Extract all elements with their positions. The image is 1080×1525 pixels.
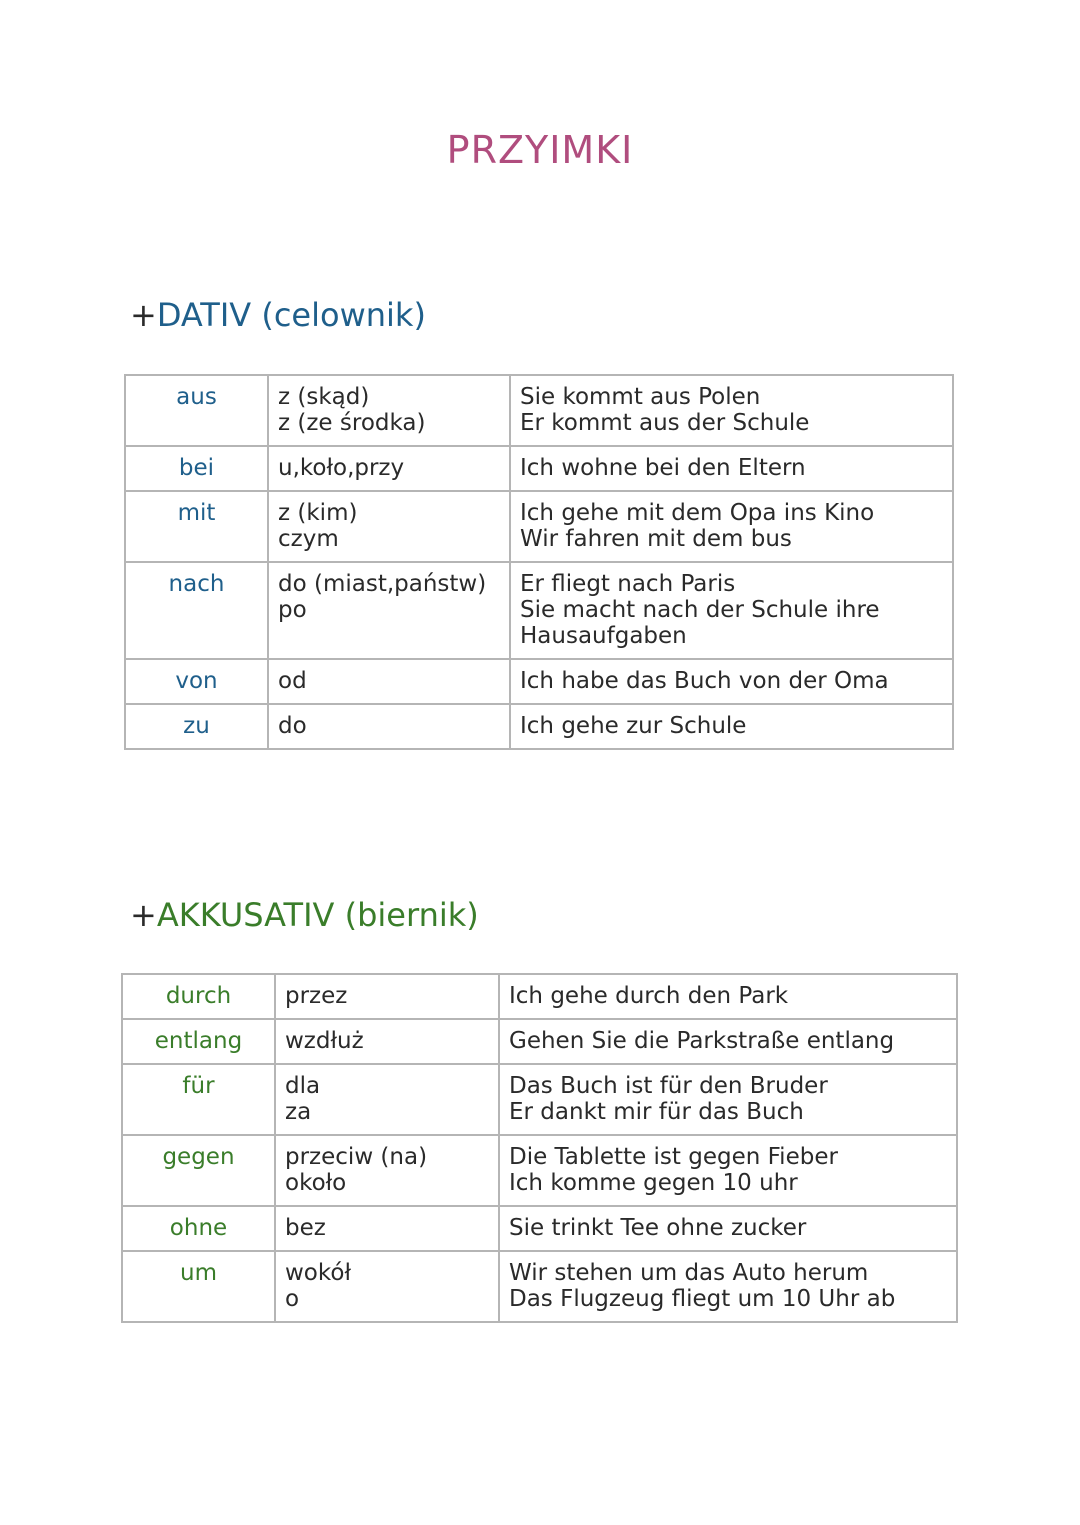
akkusativ-heading-case: AKKUSATIV <box>156 896 335 934</box>
table-row <box>122 1135 957 1206</box>
table-row <box>125 491 953 562</box>
example-line: Er fliegt nach Paris <box>520 571 736 597</box>
example-cell <box>510 659 953 704</box>
dativ-heading-polish: (celownik) <box>261 296 426 334</box>
translation-cell <box>268 446 510 491</box>
table-row <box>122 1251 957 1322</box>
example-cell <box>510 446 953 491</box>
example-line: Er dankt mir für das Buch <box>509 1099 804 1125</box>
preposition-cell: nach <box>125 562 268 659</box>
dativ-heading <box>130 296 426 334</box>
translation-line: u,koło,przy <box>278 455 405 481</box>
translation-cell <box>275 1064 499 1135</box>
preposition-cell: um <box>122 1251 275 1322</box>
example-cell <box>499 1135 957 1206</box>
preposition-cell: für <box>122 1064 275 1135</box>
translation-cell <box>268 704 510 749</box>
preposition-cell: von <box>125 659 268 704</box>
example-cell <box>510 704 953 749</box>
translation-line: do <box>278 713 307 739</box>
example-line: Er kommt aus der Schule <box>520 410 810 436</box>
dativ-heading-plus: + <box>130 296 157 334</box>
dativ-heading-case: DATIV <box>156 296 252 334</box>
akkusativ-table <box>121 973 958 1323</box>
example-cell <box>499 1064 957 1135</box>
example-cell <box>499 1206 957 1251</box>
translation-line: o <box>285 1286 300 1312</box>
example-cell <box>499 1251 957 1322</box>
translation-cell <box>268 375 510 446</box>
translation-cell <box>268 562 510 659</box>
example-line: Ich komme gegen 10 uhr <box>509 1170 798 1196</box>
example-line: Das Flugzeug fliegt um 10 Uhr ab <box>509 1286 896 1312</box>
preposition-cell: entlang <box>122 1019 275 1064</box>
dativ-table <box>124 374 954 750</box>
akkusativ-heading-polish: (biernik) <box>344 896 479 934</box>
translation-line: po <box>278 597 307 623</box>
translation-cell <box>275 1019 499 1064</box>
translation-line: przez <box>285 983 348 1009</box>
translation-line: z (skąd) <box>278 384 370 410</box>
example-cell <box>510 375 953 446</box>
table-row <box>122 1019 957 1064</box>
example-line: Gehen Sie die Parkstraße entlang <box>509 1028 895 1054</box>
preposition-cell: gegen <box>122 1135 275 1206</box>
translation-line: z (kim) <box>278 500 358 526</box>
example-line: Hausaufgaben <box>520 623 687 649</box>
example-cell <box>510 491 953 562</box>
example-line: Das Buch ist für den Bruder <box>509 1073 828 1099</box>
dativ-table-body <box>125 375 953 749</box>
example-line: Ich habe das Buch von der Oma <box>520 668 889 694</box>
example-line: Wir fahren mit dem bus <box>520 526 792 552</box>
translation-cell <box>268 491 510 562</box>
table-row <box>125 446 953 491</box>
translation-line: bez <box>285 1215 326 1241</box>
table-row <box>122 1206 957 1251</box>
example-line: Ich gehe mit dem Opa ins Kino <box>520 500 875 526</box>
translation-cell <box>275 1135 499 1206</box>
example-line: Sie macht nach der Schule ihre <box>520 597 880 623</box>
translation-line: wzdłuż <box>285 1028 364 1054</box>
table-row <box>125 562 953 659</box>
translation-line: wokół <box>285 1260 351 1286</box>
translation-line: przeciw (na) <box>285 1144 428 1170</box>
table-row <box>122 974 957 1019</box>
akkusativ-heading-plus: + <box>130 896 157 934</box>
example-line: Ich gehe durch den Park <box>509 983 789 1009</box>
example-line: Sie kommt aus Polen <box>520 384 761 410</box>
translation-cell <box>268 659 510 704</box>
preposition-cell: mit <box>125 491 268 562</box>
akkusativ-heading <box>130 896 479 934</box>
example-cell <box>510 562 953 659</box>
translation-line: do (miast,państw) <box>278 571 487 597</box>
table-row <box>125 704 953 749</box>
table-row <box>125 659 953 704</box>
example-line: Ich wohne bei den Eltern <box>520 455 806 481</box>
example-line: Ich gehe zur Schule <box>520 713 747 739</box>
translation-line: około <box>285 1170 347 1196</box>
translation-line: dla <box>285 1073 321 1099</box>
translation-cell <box>275 1206 499 1251</box>
example-line: Wir stehen um das Auto herum <box>509 1260 869 1286</box>
translation-line: czym <box>278 526 339 552</box>
table-row <box>125 375 953 446</box>
preposition-cell: durch <box>122 974 275 1019</box>
table-row <box>122 1064 957 1135</box>
translation-cell <box>275 974 499 1019</box>
preposition-cell: ohne <box>122 1206 275 1251</box>
translation-cell <box>275 1251 499 1322</box>
translation-line: z (ze środka) <box>278 410 426 436</box>
translation-line: od <box>278 668 307 694</box>
translation-line: za <box>285 1099 312 1125</box>
page-title: PRZYIMKI <box>446 128 634 172</box>
preposition-cell: zu <box>125 704 268 749</box>
example-cell <box>499 974 957 1019</box>
preposition-cell: aus <box>125 375 268 446</box>
example-line: Die Tablette ist gegen Fieber <box>509 1144 838 1170</box>
preposition-cell: bei <box>125 446 268 491</box>
example-line: Sie trinkt Tee ohne zucker <box>509 1215 807 1241</box>
example-cell <box>499 1019 957 1064</box>
akkusativ-table-body <box>122 974 957 1322</box>
